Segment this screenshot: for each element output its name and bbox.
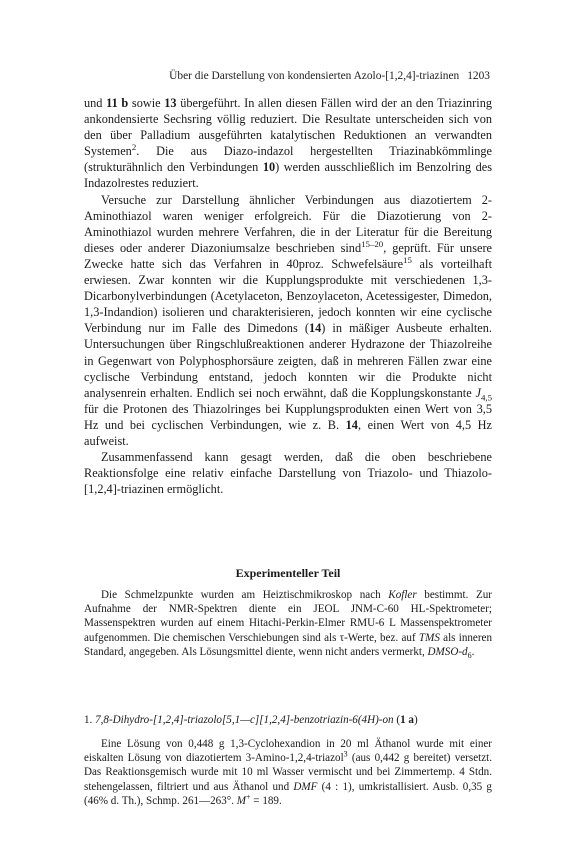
running-header <box>118 70 490 82</box>
page-number: 1203 <box>467 70 490 82</box>
compound-ref: 13 <box>164 96 177 110</box>
compound-ref: 14 <box>345 417 358 432</box>
compound-ref: 11 b <box>106 96 129 110</box>
running-title: Über die Darstellung von kondensierten Azolo-[1,2,4]-triazinen <box>169 70 460 82</box>
main-text <box>84 95 492 497</box>
paragraph-thiazole: Versuche zur Darstellung ähnlicher Verbindungen aus diazotiertem 2-Aminothiazol waren weniger erfolgreich. Für die Diazotierung von 2-Aminothiazol wurden mehrere Verfahren, die in der Literatur für die Bereitung dieses oder anderer Diazoniumsalze beschrieben sind$^{15-20}$, geprüft. Für unsere Zwecke hatte sich das Verfahren in 40proz. Schwefelsäure$^{15}$ als vorteilhaft erwiesen. Zwar konnten wir die Kupplungsprodukte mit verschiedenen 1,3-Dicarbonylverbindungen (Acetylaceton, Benzoylaceton, Acetessigester, Dimedon, 1,3-Indandion) isolieren und charakterisieren, jedoch konnten wir eine cyclische Verbindung nur im Falle des Dimedons (14) in mäßiger Ausbeute erhalten. Untersuchungen über Ringschlußreaktionen anderer Hydrazone der Thiazolreihe in Gegenwart von Polyphosphorsäure zeigten, daß in mehreren Fällen zwar eine cyclische Verbindung entstand, jedoch konnten wir die Produkte nicht analysenrein erhalten. Endlich sei noch erwähnt, daß die Kopplungskonstante $J_{4,5}$ für die Protonen des Thiazolringes bei Kupplungsprodukten einen Wert von 3,5 Hz und bei cyclischen Verbindungen, wie z. B. 14, einen Wert von 4,5 Hz aufweist. <box>84 192 492 448</box>
compound-label: 1 a <box>400 714 414 726</box>
citation: 2 <box>131 142 137 153</box>
compound-ref: 14 <box>308 321 322 336</box>
paragraph-summary: Zusammenfassend kann gesagt werden, daß die oben beschriebene Reaktionsfolge eine relativ einfache Darstellung von Triazolo- und Thiazolo-[1,2,4]-triazinen ermöglicht. <box>84 450 492 497</box>
compound-ref: 10 <box>262 160 276 175</box>
experimental-intro: Die Schmelzpunkte wurden am Heiztischmikroskop nach Kofler bestimmt. Zur Aufnahme der NMR-Spektren diente ein JEOL JNM-C-60 HL-Spektrometer; Massenspektren wurden auf einem Hitachi-Perkin-Elmer RMU-6 L Massenspektrometer aufgenommen. Die chemischen Verschiebungen sind als τ-Werte, bez. auf TMS als inneren Standard, angegeben. Als Lösungsmittel diente, wenn nicht anders vermerkt, DMSO-$d_6$. <box>84 589 493 661</box>
procedure-title: 1. 7,8-Dihydro-[1,2,4]-triazolo[5,1—c][1,2,4]-benzotriazin-6(4H)-on (1 a) <box>84 714 418 726</box>
section-heading: Experimenteller Teil <box>235 566 341 580</box>
coupling-constant: J <box>475 385 481 400</box>
citation: 3 <box>343 749 348 759</box>
citation: 15–20 <box>361 238 384 249</box>
paragraph-reduction: und 11 b sowie 13 übergeführt. In allen diesen Fällen wird der an den Triazinring ankondensierte Sechsring völlig reduziert. Die Resultate unterscheiden sich von den über Palladium ausgeführten katalytischen Reduktionen an verwandten Systemen$^2$. Die aus Diazo-indazol hergestellten Triazinabkömmlinge (strukturähnlich den Verbindungen 10) werden ausschließlich im Benzolring des Indazolrestes reduziert. <box>84 96 492 191</box>
citation: 15 <box>403 254 412 265</box>
procedure-text: Eine Lösung von 0,448 g 1,3-Cyclohexandion in 20 ml Äthanol wurde mit einer eiskalten Lösung von diazotiertem 3-Amino-1,2,4-triazol$^3$ (aus 0,442 g bereitet) versetzt. Das Reaktionsgemisch wurde mit 10 ml Wasser vermischt und bei Zimmertemp. 4 Stdn. stehengelassen, filtriert und aus Äthanol und DMF (4 : 1), umkristallisiert. Ausb. 0,35 g (46% d. Th.), Schmp. 261—263°. M+ = 189. <box>84 738 492 807</box>
compound-name: 7,8-Dihydro-[1,2,4]-triazolo[5,1—c][1,2,4]-benzotriazin-6(4H)-on <box>95 714 394 726</box>
